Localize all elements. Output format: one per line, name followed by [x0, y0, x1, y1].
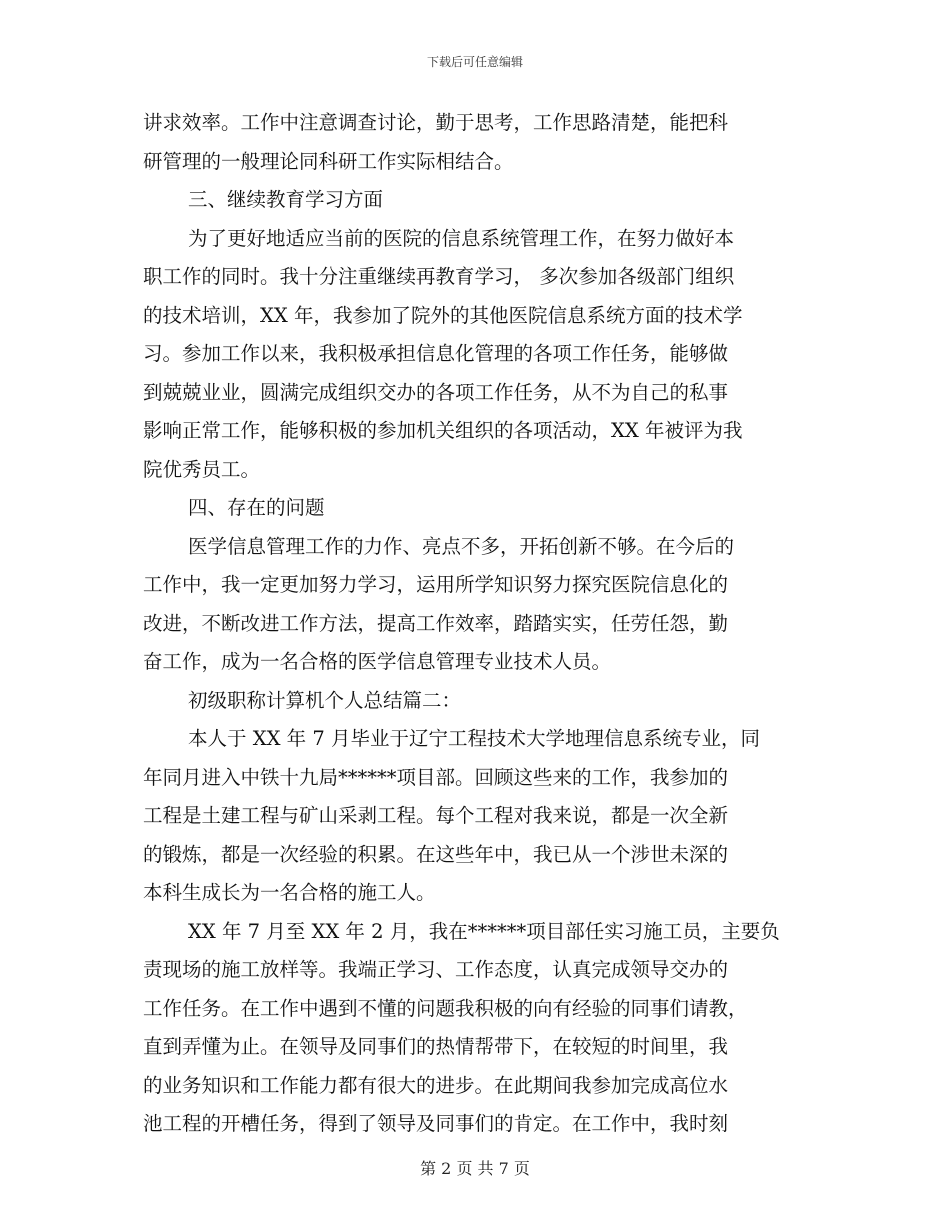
text-line: 三、继续教育学习方面 — [188, 188, 384, 211]
page-footer: 第 2 页 共 7 页 — [420, 1159, 530, 1178]
text-line: 四、存在的问题 — [188, 496, 325, 519]
text-line: 的锻炼，都是一次经验的积累。在这些年中，我已从一个涉世未深的 — [143, 842, 729, 866]
text-line: 初级职称计算机个人总结篇二： — [188, 688, 462, 712]
text-line: 本人于 XX 年 7 月毕业于辽宁工程技术大学地理信息系统专业，同 — [188, 727, 760, 750]
text-line: 工程是土建工程与矿山采剥工程。每个工程对我来说，都是一次全新 — [143, 804, 729, 827]
text-line: 改进，不断改进工作方法，提高工作效率，踏踏实实，任劳任怨，勤 — [143, 611, 729, 635]
page-header: 下载后可任意编辑 — [426, 55, 523, 69]
text-line: 讲求效率。工作中注意调查讨论，勤于思考，工作思路清楚，能把科 — [143, 111, 729, 134]
text-line: 奋工作，成为一名合格的医学信息管理专业技术人员。 — [143, 650, 612, 673]
text-line: 为了更好地适应当前的医院的信息系统管理工作，在努力做好本 — [188, 226, 735, 250]
text-line: 工作中，我一定更加努力学习，运用所学知识努力探究医院信息化的 — [143, 573, 729, 596]
text-line: 习。参加工作以来，我积极承担信息化管理的各项工作任务，能够做 — [143, 342, 729, 365]
text-line: 直到弄懂为止。在领导及同事们的热情帮带下，在较短的时间里，我 — [143, 1035, 729, 1058]
text-line: 到兢兢业业，圆满完成组织交办的各项工作任务，从不为自己的私事 — [143, 380, 729, 404]
text-line: 院优秀员工。 — [143, 457, 261, 481]
text-line: XX 年 7 月至 XX 年 2 月，我在******项目部任实习施工员，主要负 — [188, 919, 780, 943]
text-line: 影响正常工作，能够积极的参加机关组织的各项活动，XX 年被评为我 — [143, 419, 743, 442]
text-line: 工作任务。在工作中遇到不懂的问题我积极的向有经验的同事们请教， — [143, 996, 748, 1020]
text-line: 池工程的开槽任务，得到了领导及同事们的肯定。在工作中，我时刻 — [143, 1112, 729, 1135]
text-line: 医学信息管理工作的力作、亮点不多，开拓创新不够。在今后的 — [188, 534, 735, 558]
text-line: 责现场的施工放样等。我端正学习、工作态度，认真完成领导交办的 — [143, 958, 729, 981]
text-line: 本科生成长为一名合格的施工人。 — [143, 881, 436, 904]
text-line: 年同月进入中铁十九局******项目部。回顾这些来的工作，我参加的 — [143, 765, 729, 789]
document-body — [143, 104, 807, 1144]
text-line: 职工作的同时。我十分注重继续再教育学习， 多次参加各级部门组织 — [143, 265, 735, 288]
text-line: 的技术培训，XX 年，我参加了院外的其他医院信息系统方面的技术学 — [143, 303, 743, 327]
text-line: 的业务知识和工作能力都有很大的进步。在此期间我参加完成高位水 — [143, 1073, 729, 1097]
text-line: 研管理的一般理论同科研工作实际相结合。 — [143, 149, 514, 173]
